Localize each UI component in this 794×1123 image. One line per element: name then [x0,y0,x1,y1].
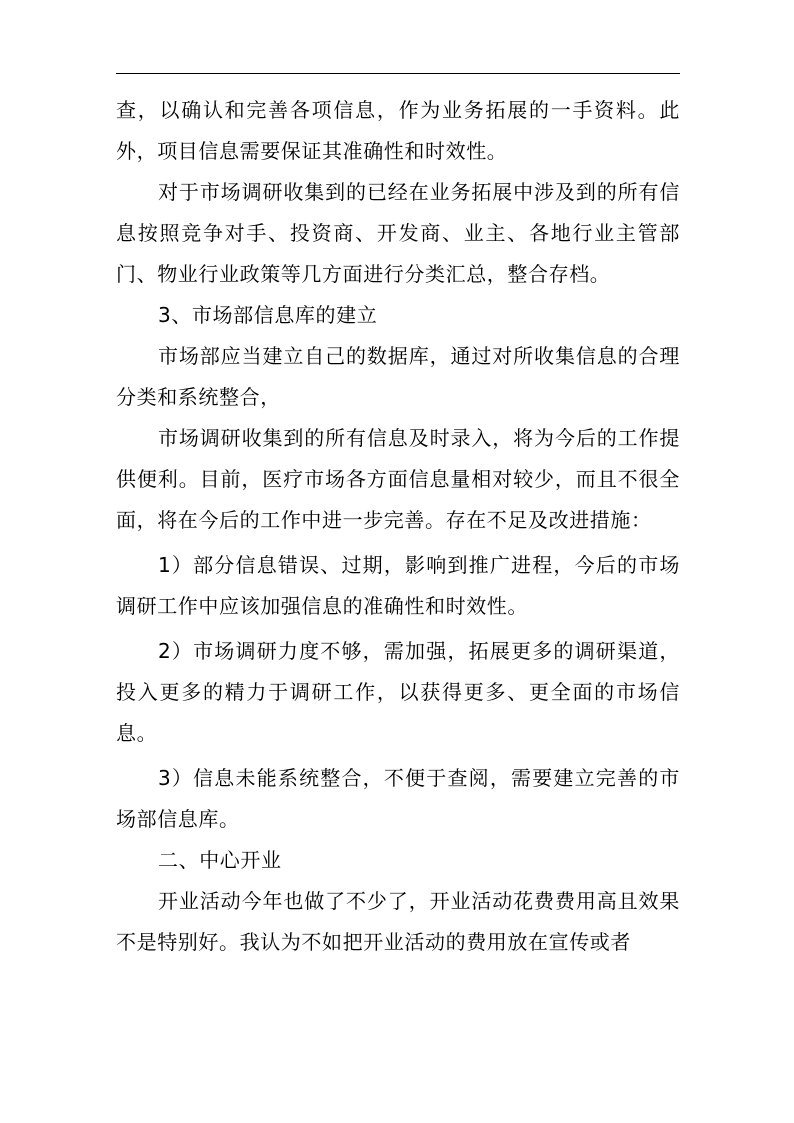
paragraph: 对于市场调研收集到的已经在业务拓展中涉及到的所有信息按照竞争对手、投资商、开发商、业主、各地行业主管部门、物业行业政策等几方面进行分类汇总，整合存档。 [116,180,680,286]
list-item: 2）市场调研力度不够，需加强，拓展更多的调研渠道，投入更多的精力于调研工作，以获得更多、更全面的市场信息。 [116,639,680,745]
header-rule [116,73,680,74]
paragraph: 开业活动今年也做了不少了，开业活动花费费用高且效果不是特别好。我认为不如把开业活动的费用放在宣传或者 [116,889,680,954]
list-item: 3）信息未能系统整合，不便于查阅，需要建立完善的市场部信息库。 [116,766,680,831]
section-heading: 二、中心开业 [158,848,282,872]
document-body [116,90,680,963]
paragraph: 市场部应当建立自己的数据库，通过对所收集信息的合理分类和系统整合， [116,344,680,409]
paragraph: 市场调研收集到的所有信息及时录入，将为今后的工作提供便利。目前，医疗市场各方面信息量相对较少，而且不很全面，将在今后的工作中进一步完善。存在不足及改进措施： [116,426,680,532]
list-item: 1）部分信息错误、过期，影响到推广进程，今后的市场调研工作中应该加强信息的准确性和时效性。 [116,553,680,618]
section-heading: 3、市场部信息库的建立 [158,303,378,327]
paragraph: 查，以确认和完善各项信息，作为业务拓展的一手资料。此外，项目信息需要保证其准确性和时效性。 [116,98,680,163]
